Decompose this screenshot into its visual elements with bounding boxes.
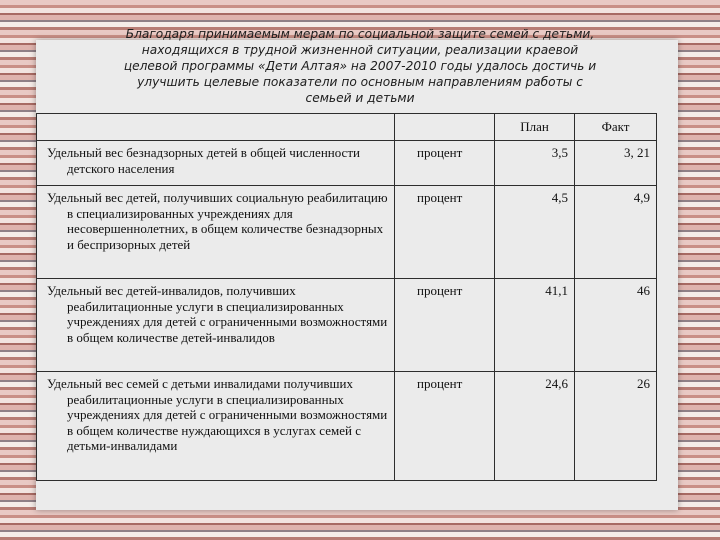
heading-line: семьей и детьми (305, 91, 415, 105)
indicator-text: Удельный вес семей с детьми инвалидами получивших реабилитационные услуги в специализированных учреждениях для детей с ограниченными возможностями в общем количестве нуждающихся в услугах семей с детьми-инвалидами (47, 376, 388, 454)
plan-cell: 41,1 (495, 279, 575, 372)
header-fact: Факт (575, 114, 657, 141)
indicator-cell (37, 141, 395, 186)
plan-cell: 3,5 (495, 141, 575, 186)
unit-cell: процент (395, 186, 495, 279)
header-unit (395, 114, 495, 141)
indicator-text: Удельный вес детей, получивших социальную реабилитацию в специализированных учреждениях для несовершеннолетних, в общем количестве безнадзорных и беспризорных детей (47, 190, 388, 252)
indicator-text: Удельный вес детей-инвалидов, получивших реабилитационные услуги в специализированных учреждениях для детей с ограниченными возможностями в общем количестве детей-инвалидов (47, 283, 388, 345)
fact-cell: 4,9 (575, 186, 657, 279)
fact-cell: 26 (575, 372, 657, 481)
indicator-text: Удельный вес безнадзорных детей в общей численности детского населения (47, 145, 360, 176)
plan-cell: 4,5 (495, 186, 575, 279)
heading-line: Благодаря принимаемым мерам по социальной защите семей с детьми, (125, 27, 595, 41)
table-row (37, 141, 657, 186)
indicator-cell (37, 186, 395, 279)
plan-cell: 24,6 (495, 372, 575, 481)
unit-cell: процент (395, 141, 495, 186)
table-header-row (37, 114, 657, 141)
heading-line: находящихся в трудной жизненной ситуации, реализации краевой (141, 43, 579, 57)
table-row (37, 372, 657, 481)
header-indicator (37, 114, 395, 141)
table-row (37, 186, 657, 279)
fact-cell: 3, 21 (575, 141, 657, 186)
indicator-cell (37, 279, 395, 372)
unit-cell: процент (395, 279, 495, 372)
unit-cell: процент (395, 372, 495, 481)
indicators-table (36, 113, 657, 481)
heading-line: улучшить целевые показатели по основным направлениям работы с (137, 75, 583, 89)
indicator-cell (37, 372, 395, 481)
header-plan: План (495, 114, 575, 141)
table-row (37, 279, 657, 372)
fact-cell: 46 (575, 279, 657, 372)
heading-line: целевой программы «Дети Алтая» на 2007-2010 годы удалось достичь и (123, 59, 597, 73)
slide-heading (0, 26, 720, 106)
